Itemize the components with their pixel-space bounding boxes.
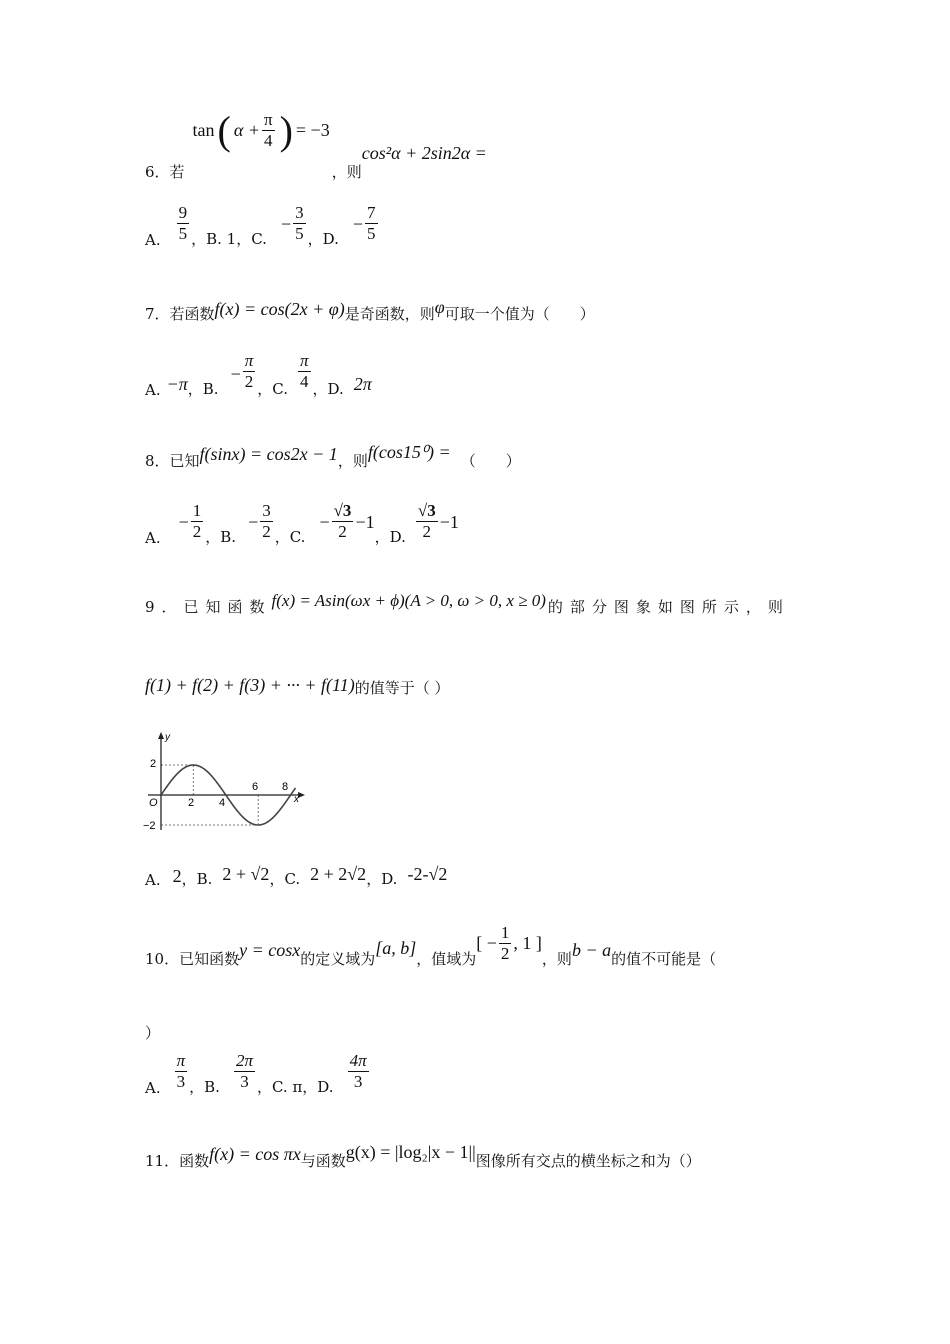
q9-function: f(x) = Asin(ωx + ϕ)(A > 0, ω > 0, x ≥ 0) [271, 591, 546, 610]
q8-number: 8．已知 [145, 452, 200, 470]
q10-range: [ − $\frac{1}{2}$ , 1 ] [476, 923, 542, 963]
question-9: 9．已知函数 f(x) = Asin(ωx + ϕ)(A > 0, ω > 0, x ≥ 0) 的部分图象如图所示，则 [145, 591, 790, 616]
q7-option-a: −π [166, 373, 188, 394]
q9-sum: f(1) + f(2) + f(3) + ··· + f(11) [145, 675, 355, 695]
y-tick-neg2: −2 [143, 820, 156, 832]
q6-options: A. $\frac{9}{5}$ ，B. 1，C. − $\frac{3}{5}$ ，D. − $\frac{7}{5}$ [145, 203, 376, 249]
q10-b-minus-a: b − a [571, 939, 612, 960]
q6-condition: tan ( α + $\frac{\pi}{4}$ ) = −3 [192, 108, 330, 153]
q11-function-g: g(x) = |log₂|x − 1|| [345, 1142, 476, 1162]
x-axis-arrow [298, 792, 305, 798]
q8-option-d: $\frac{√3}{2}$ [417, 501, 436, 541]
q8-function: f(sinx) = cos2x − 1 [199, 444, 338, 464]
q7-option-b: $\frac{\pi}{2}$ [244, 351, 254, 391]
q8-option-b: $\frac{3}{2}$ [262, 501, 271, 541]
q6-then: ，则 [331, 163, 362, 181]
q7-function: f(x) = cos(2x + φ) [214, 299, 345, 319]
x-tick-8: 8 [282, 781, 289, 793]
q10-options: A. $\frac{\pi}{3}$ ，B. $\frac{2\pi}{3}$ ，C. π，D. $\frac{4\pi}{3}$ [145, 1051, 367, 1097]
q8-ask: f(cos15⁰) = [367, 442, 451, 462]
question-7: 7．若函数 f(x) = cos(2x + φ) 是奇函数，则 φ 可取一个值为（ ） [145, 297, 595, 323]
q10-number: 10．已知函数 [145, 949, 240, 968]
q6-option-d: $\frac{7}{5}$ [367, 203, 376, 243]
origin-label: O [149, 797, 158, 809]
x-tick-2: 2 [188, 797, 195, 809]
question-10: 10．已知函数 y = cosx 的定义域为 [a, b] ，值域为 [ − $\frac{1}{2}$ , 1 ] ，则 b − a 的值不可能是（ [145, 923, 717, 968]
q8-option-a: $\frac{1}{2}$ [192, 501, 202, 541]
q9-options: A. 2 ，B. 2 + √2 ，C. 2 + 2√2 ，D. -2-√2 [145, 864, 448, 889]
q11-number: 11．函数 [145, 1152, 210, 1170]
q10-option-a: $\frac{\pi}{3}$ [176, 1051, 186, 1091]
y-axis-arrow [158, 732, 164, 739]
q10-function: y = cosx [239, 939, 301, 960]
q10-domain: [a, b] [375, 937, 417, 958]
y-tick-2: 2 [150, 758, 157, 770]
q8-options: A. − $\frac{1}{2}$ ，B. − $\frac{3}{2}$ ，C. − $\frac{√3}{2}$ −1 ，D. $\frac{√3}{2}$ −1 [145, 501, 459, 547]
q10-option-b: $\frac{2\pi}{3}$ [235, 1051, 253, 1091]
question-8: 8．已知 f(sinx) = cos2x − 1 ，则 f(cos15⁰) = （ ） [145, 442, 521, 470]
q7-options: A. −π ，B. − $\frac{\pi}{2}$ ，C. $\frac{\pi}{4}$ ，D. 2π [145, 351, 372, 399]
x-tick-4: 4 [219, 797, 226, 809]
q7-option-c: $\frac{\pi}{4}$ [299, 351, 309, 391]
question-11: 11．函数 f(x) = cos πx 与函数 g(x) = |log₂|x − 1|| 图像所有交点的横坐标之和为（） [145, 1142, 701, 1170]
y-axis-label: y [165, 732, 170, 743]
q9-number: 9．已知函数 [145, 598, 272, 616]
q11-function-f: f(x) = cos πx [209, 1144, 301, 1164]
q6-option-c: $\frac{3}{5}$ [295, 203, 304, 243]
q9-option-b: 2 + √2 [222, 864, 270, 884]
q10-close-line: ） [145, 1024, 161, 1042]
q7-number: 7．若函数 [145, 305, 215, 323]
q7-option-d: 2π [353, 373, 372, 394]
q9-sum-line: f(1) + f(2) + f(3) + ··· + f(11) 的值等于（ ） [145, 675, 450, 697]
q6-number: 6．若 [145, 163, 185, 181]
q9-option-d: -2-√2 [407, 864, 448, 884]
q6-expression: cos²α + 2sin2α = [361, 143, 487, 163]
q9-option-c: 2 + 2√2 [310, 864, 367, 884]
q8-option-c: $\frac{√3}{2}$ [333, 501, 352, 541]
q6-option-a: $\frac{9}{5}$ [178, 203, 188, 243]
question-6 [145, 108, 487, 182]
x-axis-label: x [294, 794, 299, 805]
q9-option-a: 2 [172, 866, 182, 886]
sine-graph [140, 730, 310, 835]
x-tick-6: 6 [252, 781, 259, 793]
q10-option-d: $\frac{4\pi}{3}$ [349, 1051, 367, 1091]
